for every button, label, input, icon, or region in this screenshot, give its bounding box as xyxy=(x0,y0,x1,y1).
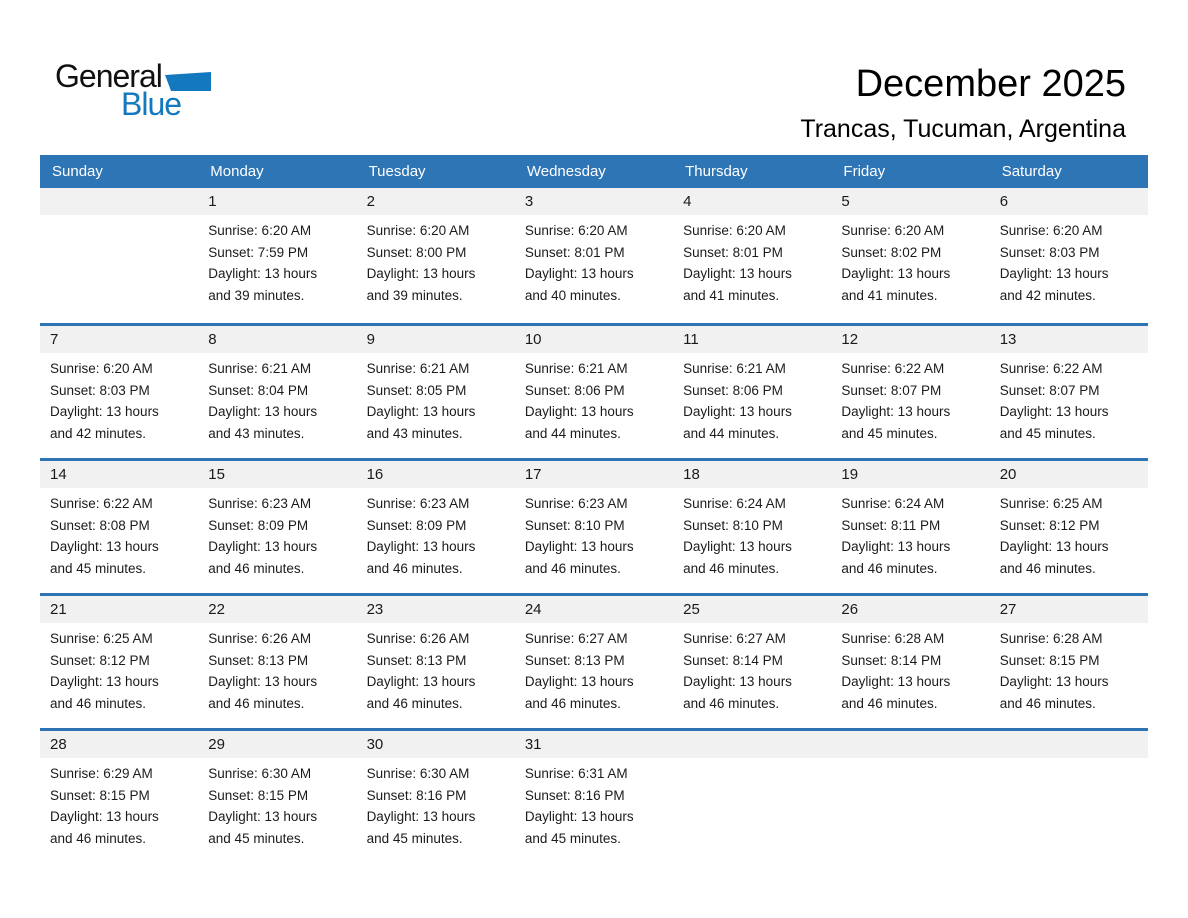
sunrise-text: Sunrise: 6:28 AM xyxy=(999,631,1103,646)
day-cell xyxy=(831,461,989,593)
day-cell xyxy=(515,188,673,323)
daylight-text: Daylight: 13 hours and 43 minutes. xyxy=(366,404,476,441)
daylight-text: Daylight: 13 hours and 46 minutes. xyxy=(841,539,951,576)
daylight-text: Daylight: 13 hours and 46 minutes. xyxy=(50,809,159,846)
sunrise-text: Sunrise: 6:31 AM xyxy=(524,766,628,781)
day-details xyxy=(673,758,831,763)
weekday-header-monday: Monday xyxy=(210,163,264,180)
day-cell xyxy=(357,596,515,728)
day-details xyxy=(515,758,673,849)
day-cell xyxy=(831,188,989,323)
sunrise-text: Sunrise: 6:24 AM xyxy=(683,496,786,511)
page-title: December 2025 xyxy=(855,63,1126,105)
day-details xyxy=(673,353,831,444)
daylight-text: Daylight: 13 hours and 42 minutes. xyxy=(999,266,1109,303)
sunset-text: Sunset: 8:13 PM xyxy=(524,652,625,668)
sunset-text: Sunset: 8:00 PM xyxy=(366,244,467,260)
sunrise-text: Sunrise: 6:22 AM xyxy=(999,361,1103,376)
sunset-text: Sunset: 8:06 PM xyxy=(524,382,625,398)
day-cell xyxy=(990,188,1148,323)
page-subtitle: Trancas, Tucuman, Argentina xyxy=(800,115,1126,143)
day-number: 26 xyxy=(831,596,989,623)
day-details xyxy=(831,623,989,714)
sunrise-text: Sunrise: 6:20 AM xyxy=(208,223,312,238)
day-number: 7 xyxy=(40,326,198,353)
day-cell xyxy=(990,731,1148,863)
sunrise-text: Sunrise: 6:21 AM xyxy=(366,361,470,376)
daylight-text: Daylight: 13 hours and 46 minutes. xyxy=(366,674,476,711)
daylight-text: Daylight: 13 hours and 46 minutes. xyxy=(366,539,476,576)
day-number: 16 xyxy=(357,461,515,488)
day-details xyxy=(357,353,515,444)
day-cell xyxy=(198,596,356,728)
weekday-header-row xyxy=(40,155,1148,188)
sunset-text: Sunset: 8:04 PM xyxy=(208,382,309,398)
sunset-text: Sunset: 8:12 PM xyxy=(999,517,1100,533)
daylight-text: Daylight: 13 hours and 45 minutes. xyxy=(366,809,476,846)
daylight-text: Daylight: 13 hours and 42 minutes. xyxy=(50,404,159,441)
sunrise-text: Sunrise: 6:20 AM xyxy=(366,223,470,238)
daylight-text: Daylight: 13 hours and 46 minutes. xyxy=(683,539,792,576)
title-block xyxy=(800,62,1126,144)
sunrise-text: Sunrise: 6:26 AM xyxy=(366,631,470,646)
daylight-text: Daylight: 13 hours and 45 minutes. xyxy=(999,404,1109,441)
week-row xyxy=(40,458,1148,593)
daylight-text: Daylight: 13 hours and 40 minutes. xyxy=(524,266,634,303)
day-number: 14 xyxy=(40,461,198,488)
sunset-text: Sunset: 8:13 PM xyxy=(208,652,309,668)
sunrise-text: Sunrise: 6:23 AM xyxy=(524,496,628,511)
sunrise-text: Sunrise: 6:25 AM xyxy=(50,631,153,646)
sunrise-text: Sunrise: 6:23 AM xyxy=(366,496,470,511)
day-number: 31 xyxy=(515,731,673,758)
general-blue-logo xyxy=(55,58,211,122)
day-number: 21 xyxy=(40,596,198,623)
day-cell xyxy=(357,731,515,863)
sunrise-text: Sunrise: 6:24 AM xyxy=(841,496,945,511)
day-number: 30 xyxy=(357,731,515,758)
day-details xyxy=(990,353,1148,444)
day-cell xyxy=(831,731,989,863)
day-number: 11 xyxy=(673,326,831,353)
day-number: 12 xyxy=(831,326,989,353)
day-details xyxy=(198,758,356,849)
day-number: 25 xyxy=(673,596,831,623)
day-number: 1 xyxy=(198,188,356,215)
day-details xyxy=(673,488,831,579)
day-details xyxy=(990,758,1148,763)
daylight-text: Daylight: 13 hours and 44 minutes. xyxy=(524,404,634,441)
daylight-text: Daylight: 13 hours and 46 minutes. xyxy=(999,539,1109,576)
sunset-text: Sunset: 8:06 PM xyxy=(683,382,783,398)
calendar-weeks xyxy=(40,188,1148,863)
day-cell xyxy=(40,326,198,458)
day-details xyxy=(990,215,1148,306)
sunset-text: Sunset: 8:02 PM xyxy=(841,244,942,260)
day-details xyxy=(198,623,356,714)
day-cell xyxy=(990,326,1148,458)
daylight-text: Daylight: 13 hours and 46 minutes. xyxy=(841,674,951,711)
sunrise-text: Sunrise: 6:20 AM xyxy=(50,361,153,376)
daylight-text: Daylight: 13 hours and 45 minutes. xyxy=(524,809,634,846)
sunset-text: Sunset: 8:14 PM xyxy=(683,652,783,668)
day-cell xyxy=(673,596,831,728)
day-number: 9 xyxy=(357,326,515,353)
day-details xyxy=(198,488,356,579)
day-details xyxy=(831,353,989,444)
sunrise-text: Sunrise: 6:22 AM xyxy=(841,361,945,376)
day-number: 8 xyxy=(198,326,356,353)
sunset-text: Sunset: 8:10 PM xyxy=(524,517,625,533)
sunset-text: Sunset: 8:01 PM xyxy=(683,244,783,260)
logo-text-general: General xyxy=(55,58,162,94)
day-cell xyxy=(673,461,831,593)
sunrise-text: Sunrise: 6:20 AM xyxy=(683,223,786,238)
sunset-text: Sunset: 8:12 PM xyxy=(50,652,150,668)
sunrise-text: Sunrise: 6:20 AM xyxy=(999,223,1103,238)
sunrise-text: Sunrise: 6:30 AM xyxy=(366,766,470,781)
daylight-text: Daylight: 13 hours and 44 minutes. xyxy=(683,404,792,441)
sunset-text: Sunset: 7:59 PM xyxy=(208,244,309,260)
daylight-text: Daylight: 13 hours and 46 minutes. xyxy=(208,539,318,576)
day-details xyxy=(673,623,831,714)
sunset-text: Sunset: 8:09 PM xyxy=(366,517,467,533)
week-row xyxy=(40,593,1148,728)
logo-text-blue: Blue xyxy=(121,86,182,122)
daylight-text: Daylight: 13 hours and 46 minutes. xyxy=(50,674,159,711)
sunset-text: Sunset: 8:10 PM xyxy=(683,517,783,533)
week-row xyxy=(40,323,1148,458)
day-cell xyxy=(40,596,198,728)
day-cell xyxy=(198,461,356,593)
day-number: 22 xyxy=(198,596,356,623)
day-details xyxy=(990,488,1148,579)
day-number: 3 xyxy=(515,188,673,215)
calendar-table xyxy=(40,155,1148,863)
sunset-text: Sunset: 8:07 PM xyxy=(841,382,942,398)
day-details xyxy=(40,488,198,579)
day-details xyxy=(831,758,989,763)
week-row xyxy=(40,728,1148,863)
day-details xyxy=(40,215,198,220)
day-cell xyxy=(831,326,989,458)
sunset-text: Sunset: 8:11 PM xyxy=(841,517,941,533)
day-cell xyxy=(990,596,1148,728)
daylight-text: Daylight: 13 hours and 45 minutes. xyxy=(208,809,318,846)
day-cell xyxy=(357,188,515,323)
day-cell xyxy=(40,731,198,863)
daylight-text: Daylight: 13 hours and 46 minutes. xyxy=(683,674,792,711)
day-details xyxy=(198,215,356,306)
sunrise-text: Sunrise: 6:27 AM xyxy=(683,631,786,646)
weekday-header-thursday: Thursday xyxy=(685,163,748,180)
sunset-text: Sunset: 8:13 PM xyxy=(366,652,467,668)
day-cell xyxy=(515,731,673,863)
day-details xyxy=(357,215,515,306)
day-number xyxy=(990,731,1148,758)
day-details xyxy=(515,353,673,444)
day-cell xyxy=(40,188,198,323)
day-details xyxy=(673,215,831,306)
day-cell xyxy=(357,461,515,593)
day-details xyxy=(515,623,673,714)
day-number: 23 xyxy=(357,596,515,623)
sunset-text: Sunset: 8:03 PM xyxy=(999,244,1100,260)
day-cell xyxy=(673,188,831,323)
daylight-text: Daylight: 13 hours and 39 minutes. xyxy=(208,266,318,303)
sunset-text: Sunset: 8:15 PM xyxy=(50,787,150,803)
sunset-text: Sunset: 8:09 PM xyxy=(208,517,309,533)
day-details xyxy=(40,623,198,714)
day-number xyxy=(40,188,198,215)
daylight-text: Daylight: 13 hours and 45 minutes. xyxy=(50,539,159,576)
day-number xyxy=(831,731,989,758)
day-number: 2 xyxy=(357,188,515,215)
sunrise-text: Sunrise: 6:21 AM xyxy=(524,361,628,376)
day-details xyxy=(831,488,989,579)
sunset-text: Sunset: 8:15 PM xyxy=(999,652,1100,668)
weekday-header-tuesday: Tuesday xyxy=(368,163,426,180)
sunrise-text: Sunrise: 6:20 AM xyxy=(841,223,945,238)
sunrise-text: Sunrise: 6:30 AM xyxy=(208,766,312,781)
day-cell xyxy=(990,461,1148,593)
day-details xyxy=(357,758,515,849)
week-row xyxy=(40,188,1148,323)
day-details xyxy=(357,623,515,714)
daylight-text: Daylight: 13 hours and 45 minutes. xyxy=(841,404,951,441)
sunset-text: Sunset: 8:03 PM xyxy=(50,382,150,398)
day-cell xyxy=(673,326,831,458)
day-details xyxy=(40,353,198,444)
day-cell xyxy=(198,326,356,458)
sunset-text: Sunset: 8:16 PM xyxy=(366,787,467,803)
day-cell xyxy=(673,731,831,863)
daylight-text: Daylight: 13 hours and 46 minutes. xyxy=(524,674,634,711)
day-details xyxy=(40,758,198,849)
sunrise-text: Sunrise: 6:23 AM xyxy=(208,496,312,511)
daylight-text: Daylight: 13 hours and 39 minutes. xyxy=(366,266,476,303)
sunrise-text: Sunrise: 6:21 AM xyxy=(683,361,786,376)
sunrise-text: Sunrise: 6:22 AM xyxy=(50,496,153,511)
day-cell xyxy=(515,461,673,593)
day-details xyxy=(515,215,673,306)
day-number: 19 xyxy=(831,461,989,488)
day-details xyxy=(357,488,515,579)
day-number: 20 xyxy=(990,461,1148,488)
sunset-text: Sunset: 8:15 PM xyxy=(208,787,309,803)
day-cell xyxy=(357,326,515,458)
sunset-text: Sunset: 8:05 PM xyxy=(366,382,467,398)
sunrise-text: Sunrise: 6:28 AM xyxy=(841,631,945,646)
day-cell xyxy=(831,596,989,728)
day-cell xyxy=(40,461,198,593)
sunset-text: Sunset: 8:08 PM xyxy=(50,517,150,533)
sunset-text: Sunset: 8:14 PM xyxy=(841,652,942,668)
daylight-text: Daylight: 13 hours and 46 minutes. xyxy=(999,674,1109,711)
weekday-header-wednesday: Wednesday xyxy=(526,163,606,180)
sunrise-text: Sunrise: 6:27 AM xyxy=(524,631,628,646)
day-cell xyxy=(198,188,356,323)
day-cell xyxy=(198,731,356,863)
sunrise-text: Sunrise: 6:29 AM xyxy=(50,766,153,781)
sunrise-text: Sunrise: 6:21 AM xyxy=(208,361,312,376)
day-number: 28 xyxy=(40,731,198,758)
day-number: 24 xyxy=(515,596,673,623)
daylight-text: Daylight: 13 hours and 46 minutes. xyxy=(208,674,318,711)
sunset-text: Sunset: 8:07 PM xyxy=(999,382,1100,398)
day-number xyxy=(673,731,831,758)
day-number: 27 xyxy=(990,596,1148,623)
sunrise-text: Sunrise: 6:25 AM xyxy=(999,496,1103,511)
day-details xyxy=(515,488,673,579)
sunset-text: Sunset: 8:16 PM xyxy=(524,787,625,803)
daylight-text: Daylight: 13 hours and 43 minutes. xyxy=(208,404,318,441)
sunrise-text: Sunrise: 6:26 AM xyxy=(208,631,312,646)
daylight-text: Daylight: 13 hours and 41 minutes. xyxy=(841,266,951,303)
weekday-header-sunday: Sunday xyxy=(52,163,103,180)
sunrise-text: Sunrise: 6:20 AM xyxy=(524,223,628,238)
day-number: 18 xyxy=(673,461,831,488)
weekday-header-friday: Friday xyxy=(843,163,886,180)
day-number: 13 xyxy=(990,326,1148,353)
day-cell xyxy=(515,596,673,728)
day-cell xyxy=(515,326,673,458)
weekday-header-saturday: Saturday xyxy=(1001,163,1062,180)
day-details xyxy=(990,623,1148,714)
day-number: 10 xyxy=(515,326,673,353)
day-number: 6 xyxy=(990,188,1148,215)
day-number: 17 xyxy=(515,461,673,488)
day-details xyxy=(198,353,356,444)
daylight-text: Daylight: 13 hours and 46 minutes. xyxy=(524,539,634,576)
day-number: 29 xyxy=(198,731,356,758)
sunset-text: Sunset: 8:01 PM xyxy=(524,244,625,260)
day-number: 15 xyxy=(198,461,356,488)
daylight-text: Daylight: 13 hours and 41 minutes. xyxy=(683,266,792,303)
day-number: 4 xyxy=(673,188,831,215)
day-details xyxy=(831,215,989,306)
day-number: 5 xyxy=(831,188,989,215)
